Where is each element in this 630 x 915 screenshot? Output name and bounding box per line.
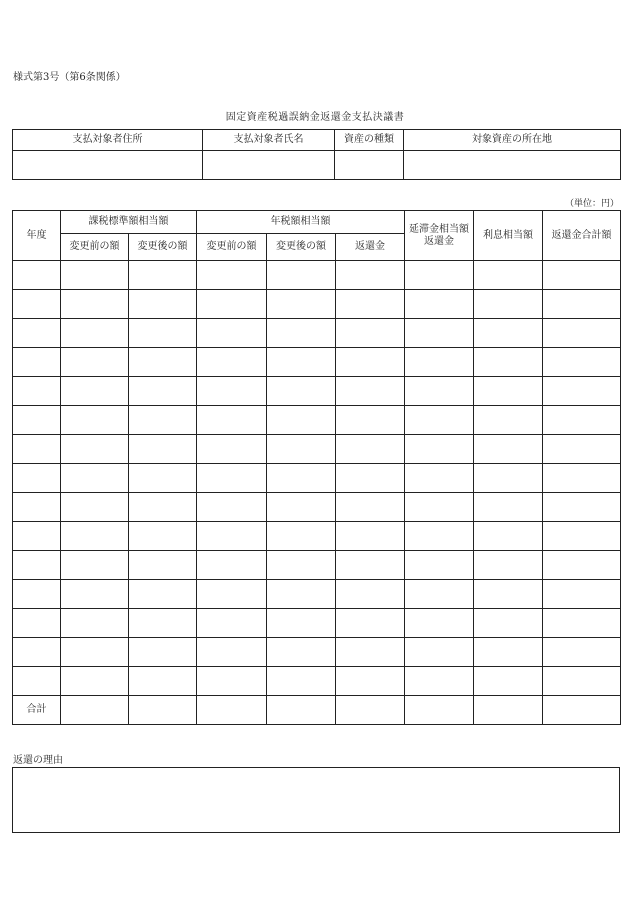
amount-cell[interactable] [405,377,474,406]
table-row [13,261,621,290]
amount-cell[interactable] [405,522,474,551]
amount-cell[interactable] [129,638,197,667]
year-cell[interactable] [13,464,61,493]
total-refund-header: 返還金合計額 [543,211,621,261]
refund-header-row-1 [13,211,621,234]
amount-cell[interactable] [129,580,197,609]
year-cell[interactable] [13,609,61,638]
table-row [13,377,621,406]
amount-cell[interactable] [336,435,405,464]
amount-cell[interactable] [543,435,621,464]
year-cell[interactable] [13,493,61,522]
amount-cell[interactable] [474,493,543,522]
amount-cell[interactable] [61,377,129,406]
amount-cell[interactable] [197,667,267,696]
amount-cell[interactable] [474,319,543,348]
amount-cell[interactable] [267,377,336,406]
amount-cell[interactable] [129,493,197,522]
amount-cell[interactable] [474,551,543,580]
annual-tax-after-header: 変更後の額 [267,234,336,261]
amount-cell[interactable] [61,551,129,580]
amount-cell[interactable] [336,319,405,348]
unit-label: （単位：円） [564,199,619,209]
amount-cell[interactable] [336,638,405,667]
amount-cell[interactable] [474,348,543,377]
amount-cell[interactable] [336,551,405,580]
amount-cell[interactable] [197,580,267,609]
amount-cell[interactable] [543,464,621,493]
amount-cell[interactable] [129,377,197,406]
amount-cell[interactable] [543,377,621,406]
year-cell[interactable] [13,580,61,609]
amount-cell[interactable] [543,522,621,551]
amount-cell[interactable] [267,406,336,435]
amount-cell[interactable] [61,406,129,435]
amount-cell[interactable] [405,580,474,609]
year-cell[interactable] [13,261,61,290]
amount-cell[interactable] [405,319,474,348]
table-row [13,522,621,551]
table-row [13,580,621,609]
amount-cell[interactable] [61,667,129,696]
amount-cell[interactable] [543,551,621,580]
total-cell[interactable] [336,696,405,725]
asset-type-field[interactable] [335,151,404,180]
amount-cell[interactable] [61,522,129,551]
payee-value-row [13,151,621,180]
table-row [13,435,621,464]
table-row [13,319,621,348]
tax-base-header: 課税標準額相当額 [61,211,197,234]
amount-cell[interactable] [336,667,405,696]
amount-cell[interactable] [267,290,336,319]
amount-cell[interactable] [474,667,543,696]
amount-cell[interactable] [197,406,267,435]
payee-table [12,129,621,180]
amount-cell[interactable] [336,261,405,290]
amount-cell[interactable] [129,667,197,696]
amount-cell[interactable] [267,261,336,290]
amount-cell[interactable] [474,580,543,609]
amount-cell[interactable] [405,667,474,696]
amount-cell[interactable] [474,464,543,493]
amount-cell[interactable] [61,493,129,522]
amount-cell[interactable] [474,522,543,551]
amount-cell[interactable] [129,290,197,319]
amount-cell[interactable] [61,261,129,290]
amount-cell[interactable] [267,435,336,464]
total-row-label: 合計 [13,696,61,725]
year-cell[interactable] [13,319,61,348]
amount-cell[interactable] [61,348,129,377]
amount-cell[interactable] [61,464,129,493]
amount-cell[interactable] [474,406,543,435]
year-cell[interactable] [13,435,61,464]
amount-cell[interactable] [129,464,197,493]
tax-base-before-header: 変更前の額 [61,234,129,261]
reason-field[interactable] [12,767,620,833]
tax-base-after-header: 変更後の額 [129,234,197,261]
amount-cell[interactable] [474,609,543,638]
total-cell[interactable] [474,696,543,725]
payee-name-field[interactable] [203,151,335,180]
amount-cell[interactable] [129,319,197,348]
table-row [13,406,621,435]
table-row [13,290,621,319]
amount-cell[interactable] [405,261,474,290]
year-cell[interactable] [13,348,61,377]
amount-cell[interactable] [405,493,474,522]
amount-cell[interactable] [267,319,336,348]
asset-location-header: 対象資産の所在地 [404,130,621,151]
table-row [13,493,621,522]
amount-cell[interactable] [129,406,197,435]
amount-cell[interactable] [474,261,543,290]
amount-cell[interactable] [129,348,197,377]
asset-location-field[interactable] [404,151,621,180]
amount-cell[interactable] [197,261,267,290]
amount-cell[interactable] [405,406,474,435]
reason-label: 返還の理由 [13,755,63,766]
amount-cell[interactable] [543,406,621,435]
amount-cell[interactable] [474,638,543,667]
annual-tax-refund-header: 返還金 [336,234,405,261]
amount-cell[interactable] [336,522,405,551]
payee-header-row [13,130,621,151]
year-cell[interactable] [13,406,61,435]
document-title: 固定資産税過誤納金返還金支払決議書 [225,112,405,123]
amount-cell[interactable] [61,580,129,609]
annual-tax-header: 年税額相当額 [197,211,405,234]
table-row [13,348,621,377]
table-row [13,638,621,667]
amount-cell[interactable] [543,290,621,319]
amount-cell[interactable] [197,464,267,493]
amount-cell[interactable] [405,464,474,493]
amount-cell[interactable] [267,348,336,377]
amount-cell[interactable] [543,609,621,638]
delay-refund-header: 延滞金相当額 返還金 [405,211,474,261]
amount-cell[interactable] [267,522,336,551]
amount-cell[interactable] [474,290,543,319]
amount-cell[interactable] [543,580,621,609]
table-row [13,667,621,696]
amount-cell[interactable] [267,493,336,522]
amount-cell[interactable] [336,377,405,406]
amount-cell[interactable] [197,522,267,551]
refund-table-body [13,261,621,696]
amount-cell[interactable] [336,406,405,435]
amount-cell[interactable] [543,261,621,290]
amount-cell[interactable] [543,667,621,696]
amount-cell[interactable] [543,493,621,522]
amount-cell[interactable] [197,377,267,406]
amount-cell[interactable] [405,551,474,580]
amount-cell[interactable] [61,290,129,319]
year-header: 年度 [13,211,61,261]
amount-cell[interactable] [543,638,621,667]
amount-cell[interactable] [267,580,336,609]
amount-cell[interactable] [336,580,405,609]
year-cell[interactable] [13,551,61,580]
total-row [13,696,621,725]
amount-cell[interactable] [405,348,474,377]
amount-cell[interactable] [197,609,267,638]
amount-cell[interactable] [129,551,197,580]
amount-cell[interactable] [336,290,405,319]
amount-cell[interactable] [336,493,405,522]
amount-cell[interactable] [336,609,405,638]
amount-cell[interactable] [267,638,336,667]
table-row [13,609,621,638]
payee-name-header: 支払対象者氏名 [203,130,335,151]
amount-cell[interactable] [61,435,129,464]
refund-table [12,210,621,725]
amount-cell[interactable] [129,435,197,464]
table-row [13,551,621,580]
amount-cell[interactable] [197,551,267,580]
total-cell[interactable] [61,696,129,725]
amount-cell[interactable] [197,435,267,464]
form-number: 様式第3号（第6条関係） [13,72,126,83]
amount-cell[interactable] [129,609,197,638]
amount-cell[interactable] [543,348,621,377]
amount-cell[interactable] [197,319,267,348]
total-cell[interactable] [543,696,621,725]
year-cell[interactable] [13,667,61,696]
amount-cell[interactable] [61,319,129,348]
amount-cell[interactable] [405,638,474,667]
amount-cell[interactable] [267,609,336,638]
amount-cell[interactable] [474,435,543,464]
amount-cell[interactable] [474,377,543,406]
amount-cell[interactable] [61,638,129,667]
amount-cell[interactable] [405,435,474,464]
amount-cell[interactable] [267,464,336,493]
total-cell[interactable] [267,696,336,725]
year-cell[interactable] [13,638,61,667]
amount-cell[interactable] [336,348,405,377]
year-cell[interactable] [13,290,61,319]
payee-address-field[interactable] [13,151,203,180]
year-cell[interactable] [13,522,61,551]
total-cell[interactable] [405,696,474,725]
amount-cell[interactable] [197,290,267,319]
amount-cell[interactable] [267,667,336,696]
amount-cell[interactable] [197,493,267,522]
amount-cell[interactable] [61,609,129,638]
amount-cell[interactable] [405,609,474,638]
amount-cell[interactable] [405,290,474,319]
total-cell[interactable] [197,696,267,725]
amount-cell[interactable] [129,522,197,551]
year-cell[interactable] [13,377,61,406]
table-row [13,464,621,493]
amount-cell[interactable] [543,319,621,348]
amount-cell[interactable] [197,638,267,667]
payee-address-header: 支払対象者住所 [13,130,203,151]
asset-type-header: 資産の種類 [335,130,404,151]
total-cell[interactable] [129,696,197,725]
amount-cell[interactable] [267,551,336,580]
annual-tax-before-header: 変更前の額 [197,234,267,261]
amount-cell[interactable] [129,261,197,290]
interest-header: 利息相当額 [474,211,543,261]
amount-cell[interactable] [336,464,405,493]
amount-cell[interactable] [197,348,267,377]
